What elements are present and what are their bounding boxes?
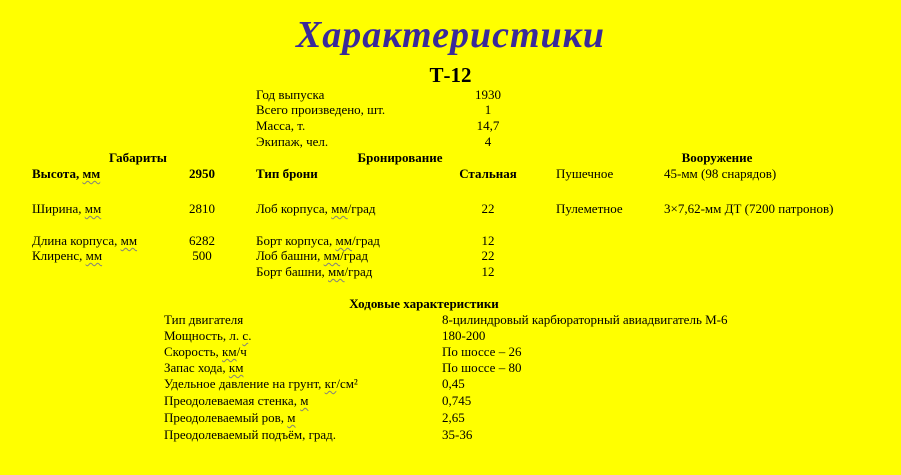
mobility-value: 0,745 [442,393,472,408]
armor-label: Лоб башни, мм/град [256,248,368,263]
mobility-value: 2,65 [442,410,465,425]
dimension-label: Ширина, мм [32,201,102,216]
mobility-label: Удельное давление на грунт, кг/см² [164,376,358,391]
dimension-value: 2950 [189,166,215,181]
mobility-label: Преодолеваемый ров, м [164,410,296,425]
mobility-value: 180-200 [442,328,486,343]
dimension-value: 6282 [189,233,215,248]
dimensions-header: Габариты [109,150,167,165]
tank-model: Т-12 [429,63,472,87]
armament-header: Вооружение [681,150,753,165]
mobility-label: Тип двигателя [164,312,244,327]
general-value: 4 [484,134,492,149]
dimension-value: 500 [192,248,212,263]
armor-value: 12 [481,233,495,248]
armor-label: Борт башни, мм/град [256,264,373,279]
armor-value: 22 [481,248,495,263]
armor-value: 22 [481,201,495,216]
general-label: Год выпуска [256,87,325,102]
mobility-value: По шоссе – 80 [442,360,522,375]
general-label: Масса, т. [256,118,306,133]
armament-label: Пулеметное [556,201,623,216]
mobility-value: По шоссе – 26 [442,344,522,359]
page-title: Характеристики [295,14,606,56]
mobility-label: Преодолеваемая стенка, м [164,393,309,408]
mobility-label: Скорость, км/ч [164,344,247,359]
mobility-label: Мощность, л. с. [164,328,252,343]
armament-value: 3×7,62-мм ДТ (7200 патронов) [664,201,834,216]
armor-header: Бронирование [357,150,443,165]
armor-value: 12 [481,264,495,279]
dimension-label: Клиренс, мм [32,248,103,263]
mobility-value: 0,45 [442,376,465,391]
dimension-label: Высота, мм [32,166,101,181]
mobility-header: Ходовые характеристики [349,296,499,311]
mobility-label: Преодолеваемый подъём, град. [164,427,337,442]
mobility-value: 8-цилиндровый карбюраторный авиадвигатель М-6 [442,312,728,327]
armament-value: 45-мм (98 снарядов) [664,166,777,181]
armor-label: Лоб корпуса, мм/град [256,201,376,216]
general-label: Всего произведено, шт. [256,102,386,117]
armament-label: Пушечное [556,166,614,181]
armor-value: Стальная [459,166,517,181]
general-value: 14,7 [476,118,500,133]
dimension-value: 2810 [189,201,215,216]
armor-label: Тип брони [256,166,318,181]
armor-label: Борт корпуса, мм/град [256,233,380,248]
mobility-value: 35-36 [442,427,473,442]
general-value: 1930 [475,87,501,102]
dimension-label: Длина корпуса, мм [32,233,138,248]
general-label: Экипаж, чел. [256,134,329,149]
mobility-label: Запас хода, км [164,360,244,375]
general-value: 1 [484,102,492,117]
